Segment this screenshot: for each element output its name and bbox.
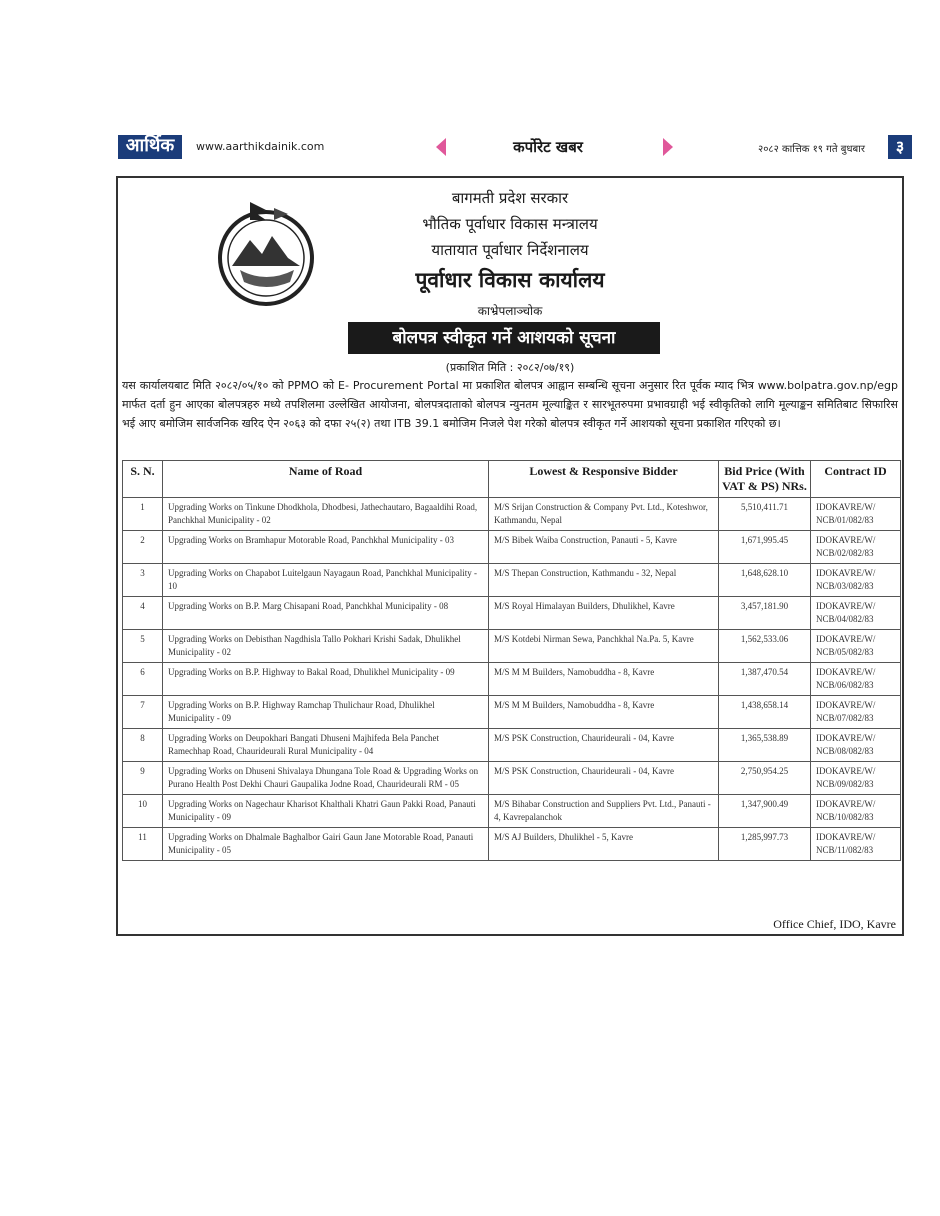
cell-bidder: M/S Bihabar Construction and Suppliers Pvt. Ltd., Panauti - 4, Kavrepalanchok — [489, 795, 719, 828]
cell-sn: 5 — [123, 630, 163, 663]
notice-box — [116, 176, 904, 936]
cell-road: Upgrading Works on B.P. Highway to Bakal Road, Dhulikhel Municipality - 09 — [163, 663, 489, 696]
cell-sn: 11 — [123, 828, 163, 861]
table-row — [123, 564, 901, 597]
notice-title: बोलपत्र स्वीकृत गर्ने आशयको सूचना — [348, 322, 660, 354]
newspaper-header — [118, 135, 912, 159]
table-row — [123, 597, 901, 630]
cell-contract-id: IDOKAVRE/W/ NCB/01/082/83 — [811, 498, 901, 531]
cell-road: Upgrading Works on B.P. Highway Ramchap Thulichaur Road, Dhulikhel Municipality - 09 — [163, 696, 489, 729]
section-title: कर्पोरेट खबर — [513, 138, 583, 156]
table-row — [123, 498, 901, 531]
cell-price: 1,365,538.89 — [719, 729, 811, 762]
cell-bidder: M/S Kotdebi Nirman Sewa, Panchkhal Na.Pa. 5, Kavre — [489, 630, 719, 663]
cell-sn: 9 — [123, 762, 163, 795]
table-row — [123, 630, 901, 663]
cell-sn: 2 — [123, 531, 163, 564]
notice-body: यस कार्यालयबाट मिति २०८२/०५/१० को PPMO को E- Procurement Portal मा प्रकाशित बोलपत्र आह्वान सम्बन्धि सूचना अनुसार रित पूर्वक म्याद भित्र www.bolpatra.gov.np/egp मार्फत दर्ता हुन आएका बोलपत्रहरु मध्ये तपशिलमा उल्लेखित आयोजना, बोलपत्रदाताको बोलपत्र न्युनतम मूल्याङ्कित र सारभूतरुपमा प्रभावग्राही भई स्वीकृतिको लागि मूल्याङ्कन समितिबाट सिफारिस भई आए बमोजिम सार्वजनिक खरिद ऐन २०६३ को दफा २५(२) तथा ITB 39.1 बमोजिम निजले पेश गरेको बोलपत्र स्वीकृत गर्ने आशयको सूचना प्रकाशित गरिएको छ। — [122, 379, 898, 430]
cell-sn: 4 — [123, 597, 163, 630]
table-row — [123, 696, 901, 729]
cell-sn: 3 — [123, 564, 163, 597]
org-line-office: पूर्वाधार विकास कार्यालय — [415, 268, 605, 292]
cell-bidder: M/S M M Builders, Namobuddha - 8, Kavre — [489, 663, 719, 696]
cell-contract-id: IDOKAVRE/W/ NCB/08/082/83 — [811, 729, 901, 762]
page-number: ३ — [888, 135, 912, 159]
org-line-district: काभ्रेपलाञ्चोक — [477, 304, 543, 318]
cell-contract-id: IDOKAVRE/W/ NCB/02/082/83 — [811, 531, 901, 564]
published-date: (प्रकाशित मिति : २०८२/०७/१९) — [445, 361, 575, 374]
cell-contract-id: IDOKAVRE/W/ NCB/03/082/83 — [811, 564, 901, 597]
signature: Office Chief, IDO, Kavre — [773, 917, 896, 931]
cell-contract-id: IDOKAVRE/W/ NCB/05/082/83 — [811, 630, 901, 663]
cell-price: 5,510,411.71 — [719, 498, 811, 531]
header-bidder: Lowest & Responsive Bidder — [489, 461, 719, 498]
cell-road: Upgrading Works on Dhalmale Baghalbor Gairi Gaun Jane Motorable Road, Panauti Municipality - 05 — [163, 828, 489, 861]
cell-sn: 7 — [123, 696, 163, 729]
table-row — [123, 729, 901, 762]
cell-price: 1,648,628.10 — [719, 564, 811, 597]
cell-contract-id: IDOKAVRE/W/ NCB/09/082/83 — [811, 762, 901, 795]
table-row — [123, 663, 901, 696]
newspaper-logo[interactable]: आर्थिक — [118, 135, 182, 159]
cell-road: Upgrading Works on Nagechaur Kharisot Khalthali Khatri Gaun Pakki Road, Panauti Municipality - 09 — [163, 795, 489, 828]
issue-date: २०८२ कात्तिक १९ गते बुधबार — [758, 144, 865, 155]
arrow-right-icon — [663, 138, 673, 156]
arrow-left-icon — [436, 138, 446, 156]
cell-price: 1,671,995.45 — [719, 531, 811, 564]
cell-price: 1,285,997.73 — [719, 828, 811, 861]
table-row — [123, 795, 901, 828]
org-line-province: बागमती प्रदेश सरकार — [451, 189, 569, 207]
cell-road: Upgrading Works on Bramhapur Motorable Road, Panchkhal Municipality - 03 — [163, 531, 489, 564]
cell-road: Upgrading Works on B.P. Marg Chisapani Road, Panchkhal Municipality - 08 — [163, 597, 489, 630]
header-sn: S. N. — [123, 461, 163, 498]
website-link[interactable]: www.aarthikdainik.com — [196, 140, 325, 153]
cell-road: Upgrading Works on Debisthan Nagdhisla Tallo Pokhari Krishi Sadak, Dhulikhel Municipality - 02 — [163, 630, 489, 663]
cell-price: 2,750,954.25 — [719, 762, 811, 795]
cell-contract-id: IDOKAVRE/W/ NCB/06/082/83 — [811, 663, 901, 696]
cell-contract-id: IDOKAVRE/W/ NCB/07/082/83 — [811, 696, 901, 729]
cell-bidder: M/S Thepan Construction, Kathmandu - 32, Nepal — [489, 564, 719, 597]
cell-price: 3,457,181.90 — [719, 597, 811, 630]
cell-road: Upgrading Works on Tinkune Dhodkhola, Dhodbesi, Jathechautaro, Bagaaldihi Road, Panchkhal Municipality - 02 — [163, 498, 489, 531]
header-price: Bid Price (With VAT & PS) NRs. — [719, 461, 811, 498]
cell-contract-id: IDOKAVRE/W/ NCB/10/082/83 — [811, 795, 901, 828]
cell-price: 1,387,470.54 — [719, 663, 811, 696]
cell-price: 1,562,533.06 — [719, 630, 811, 663]
cell-contract-id: IDOKAVRE/W/ NCB/11/082/83 — [811, 828, 901, 861]
cell-sn: 1 — [123, 498, 163, 531]
org-line-ministry: भौतिक पूर्वाधार विकास मन्त्रालय — [422, 215, 598, 233]
cell-bidder: M/S Srijan Construction & Company Pvt. Ltd., Koteshwor, Kathmandu, Nepal — [489, 498, 719, 531]
cell-bidder: M/S PSK Construction, Chaurideurali - 04, Kavre — [489, 762, 719, 795]
cell-bidder: M/S Bibek Waiba Construction, Panauti - 5, Kavre — [489, 531, 719, 564]
cell-sn: 6 — [123, 663, 163, 696]
cell-bidder: M/S PSK Construction, Chaurideurali - 04, Kavre — [489, 729, 719, 762]
cell-contract-id: IDOKAVRE/W/ NCB/04/082/83 — [811, 597, 901, 630]
cell-road: Upgrading Works on Dhuseni Shivalaya Dhungana Tole Road & Upgrading Works on Purano Health Post Dekhi Chauri Gaupalika Jodne Road, Chaurideurali RM - 05 — [163, 762, 489, 795]
cell-sn: 10 — [123, 795, 163, 828]
cell-bidder: M/S M M Builders, Namobuddha - 8, Kavre — [489, 696, 719, 729]
cell-bidder: M/S Royal Himalayan Builders, Dhulikhel, Kavre — [489, 597, 719, 630]
header-contract-id: Contract ID — [811, 461, 901, 498]
table-row — [123, 531, 901, 564]
cell-road: Upgrading Works on Chapabot Luitelgaun Nayagaun Road, Panchkhal Municipality - 10 — [163, 564, 489, 597]
org-line-directorate: यातायात पूर्वाधार निर्देशनालय — [431, 241, 589, 259]
cell-bidder: M/S AJ Builders, Dhulikhel - 5, Kavre — [489, 828, 719, 861]
cell-price: 1,438,658.14 — [719, 696, 811, 729]
cell-road: Upgrading Works on Deupokhari Bangati Dhuseni Majhifeda Bela Panchet Ramechhap Road, Chaurideurali Rural Municipality - 04 — [163, 729, 489, 762]
bid-table — [122, 460, 901, 861]
table-header-row — [123, 461, 901, 498]
table-row — [123, 828, 901, 861]
cell-sn: 8 — [123, 729, 163, 762]
cell-price: 1,347,900.49 — [719, 795, 811, 828]
header-road: Name of Road — [163, 461, 489, 498]
table-row — [123, 762, 901, 795]
